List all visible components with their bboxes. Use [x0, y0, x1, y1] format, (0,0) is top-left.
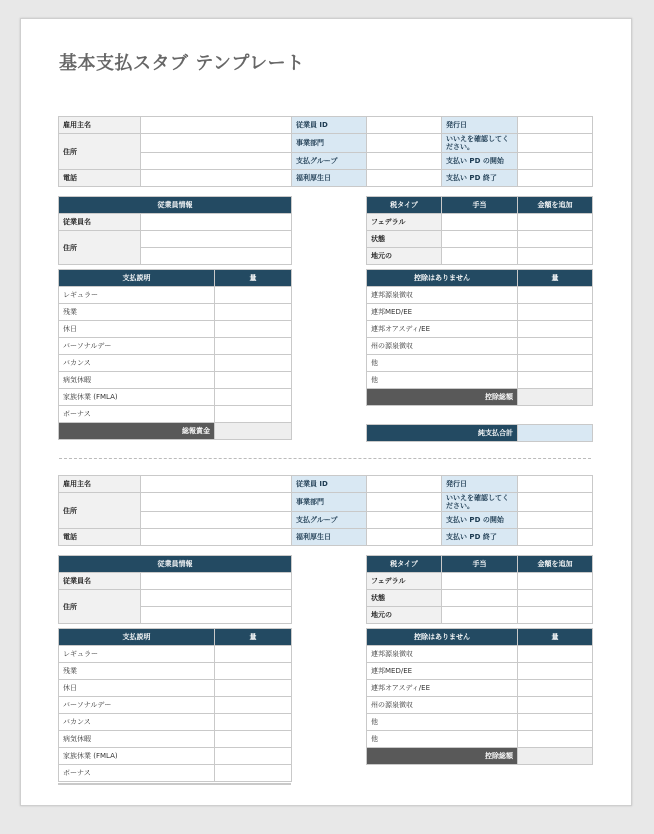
employee-info-header: 従業員情報 — [59, 556, 292, 573]
deduction-row-label: 連邦MED/EE — [367, 663, 518, 680]
deduction-row-label: 他 — [367, 355, 518, 372]
employer-name-label: 雇用主名 — [59, 476, 141, 493]
amount-header: 量 — [215, 270, 292, 287]
stub-1-net-pay-table — [366, 424, 593, 442]
gross-pay-field[interactable] — [215, 423, 292, 440]
employer-name-field[interactable] — [141, 476, 292, 493]
earnings-row-label: 休日 — [59, 321, 215, 338]
deductions-amount-header: 量 — [518, 270, 593, 287]
employer-address-field-2[interactable] — [141, 512, 292, 529]
employee-address-field-2[interactable] — [141, 248, 292, 265]
stub-2-deductions-table — [366, 628, 593, 765]
check-number-label: いいえを確認してください。 — [442, 134, 518, 153]
employer-address-field-2[interactable] — [141, 153, 292, 170]
deductions-header: 控除はありません — [367, 270, 518, 287]
phone-field[interactable] — [141, 170, 292, 187]
deduction-row-label: 連邦オアスディ/EE — [367, 321, 518, 338]
earnings-row-label: 残業 — [59, 304, 215, 321]
pay-period-end-field[interactable] — [518, 529, 593, 546]
stub-divider — [59, 458, 591, 459]
employee-name-field[interactable] — [141, 214, 292, 231]
page-title: 基本支払スタブ テンプレート — [59, 53, 305, 74]
employer-address-field-1[interactable] — [141, 134, 292, 153]
earnings-amount-field[interactable] — [215, 663, 292, 680]
earnings-amount-field[interactable] — [215, 389, 292, 406]
deduction-amount-field[interactable] — [518, 646, 593, 663]
deduction-amount-field[interactable] — [518, 287, 593, 304]
tax-row-federal: フェデラル — [367, 573, 442, 590]
issue-date-label: 発行日 — [442, 117, 518, 134]
employee-name-label: 従業員名 — [59, 214, 141, 231]
tax-row-state: 状態 — [367, 590, 442, 607]
employee-id-field[interactable] — [367, 117, 442, 134]
department-field[interactable] — [367, 493, 442, 512]
department-label: 事業部門 — [292, 493, 367, 512]
stub-1-deductions-table — [366, 269, 593, 406]
tax-cell[interactable] — [518, 231, 593, 248]
earnings-amount-field[interactable] — [215, 372, 292, 389]
earnings-amount-field[interactable] — [215, 731, 292, 748]
check-number-field[interactable] — [518, 493, 593, 512]
deduction-amount-field[interactable] — [518, 338, 593, 355]
stub-1-tax-table — [366, 196, 593, 265]
deduction-row-label: 他 — [367, 372, 518, 389]
tax-cell[interactable] — [442, 248, 518, 265]
pay-group-label: 支払グループ — [292, 512, 367, 529]
deduction-row-label: 他 — [367, 714, 518, 731]
earnings-amount-field[interactable] — [215, 304, 292, 321]
gross-pay-label: 総報賞金 — [59, 423, 215, 440]
pay-description-header: 支払説明 — [59, 270, 215, 287]
issue-date-label: 発行日 — [442, 476, 518, 493]
issue-date-field[interactable] — [518, 476, 593, 493]
earnings-row-label: バーソナルデー — [59, 338, 215, 355]
earnings-row-label: バカンス — [59, 355, 215, 372]
pay-period-start-label: 支払い PD の開始 — [442, 512, 518, 529]
employer-address-field-1[interactable] — [141, 493, 292, 512]
employer-address-label: 住所 — [59, 134, 141, 170]
deduction-row-label: 他 — [367, 731, 518, 748]
tax-cell[interactable] — [442, 214, 518, 231]
earnings-row-label: ボーナス — [59, 406, 215, 423]
employee-info-header: 従業員情報 — [59, 197, 292, 214]
tax-cell[interactable] — [518, 214, 593, 231]
tax-cell[interactable] — [442, 607, 518, 624]
tax-row-local: 地元の — [367, 607, 442, 624]
employee-name-label: 従業員名 — [59, 573, 141, 590]
earnings-amount-field[interactable] — [215, 714, 292, 731]
employee-id-field[interactable] — [367, 476, 442, 493]
phone-label: 電話 — [59, 529, 141, 546]
department-label: 事業部門 — [292, 134, 367, 153]
stub-2-tax-table — [366, 555, 593, 624]
employee-address-label: 住所 — [59, 231, 141, 265]
check-number-field[interactable] — [518, 134, 593, 153]
earnings-amount-field[interactable] — [215, 355, 292, 372]
earnings-amount-field[interactable] — [215, 321, 292, 338]
earnings-amount-field[interactable] — [215, 406, 292, 423]
earnings-row-label: 病気休暇 — [59, 372, 215, 389]
tax-type-header: 税タイプ — [367, 556, 442, 573]
earnings-amount-field[interactable] — [215, 646, 292, 663]
phone-field[interactable] — [141, 529, 292, 546]
additional-amount-header: 金額を追加 — [518, 197, 593, 214]
stub-2-employee-table — [58, 555, 292, 624]
pay-period-end-label: 支払い PD 終了 — [442, 170, 518, 187]
net-pay-label: 純支払合計 — [367, 425, 518, 442]
earnings-row-label: レギュラー — [59, 287, 215, 304]
earnings-row-label: ボーナス — [59, 765, 215, 782]
earnings-row-label: 残業 — [59, 663, 215, 680]
deduction-amount-field[interactable] — [518, 731, 593, 748]
employee-address-label: 住所 — [59, 590, 141, 624]
document-page — [20, 18, 632, 806]
deduction-amount-field[interactable] — [518, 663, 593, 680]
tax-row-local: 地元の — [367, 248, 442, 265]
earnings-amount-field[interactable] — [215, 748, 292, 765]
benefits-date-label: 福利厚生日 — [292, 170, 367, 187]
phone-label: 電話 — [59, 170, 141, 187]
earnings-amount-field[interactable] — [215, 338, 292, 355]
deductions-header: 控除はありません — [367, 629, 518, 646]
deduction-row-label: 州の源泉徴収 — [367, 338, 518, 355]
earnings-row-label: 病気休暇 — [59, 731, 215, 748]
deduction-amount-field[interactable] — [518, 697, 593, 714]
benefits-date-field[interactable] — [367, 170, 442, 187]
tax-cell[interactable] — [442, 590, 518, 607]
deduction-amount-field[interactable] — [518, 321, 593, 338]
deduction-amount-field[interactable] — [518, 355, 593, 372]
tax-cell[interactable] — [518, 607, 593, 624]
tax-row-state: 状態 — [367, 231, 442, 248]
total-deductions-field[interactable] — [518, 748, 593, 765]
employee-address-field-1[interactable] — [141, 231, 292, 248]
deduction-row-label: 州の源泉徴収 — [367, 697, 518, 714]
pay-period-end-label: 支払い PD 終了 — [442, 529, 518, 546]
allowance-header: 手当 — [442, 197, 518, 214]
deduction-amount-field[interactable] — [518, 714, 593, 731]
tax-type-header: 税タイプ — [367, 197, 442, 214]
pay-group-label: 支払グループ — [292, 153, 367, 170]
pay-period-start-field[interactable] — [518, 512, 593, 529]
tax-cell[interactable] — [518, 590, 593, 607]
earnings-amount-field[interactable] — [215, 697, 292, 714]
earnings-row-label: バーソナルデー — [59, 697, 215, 714]
stub-1-earnings-table — [58, 269, 292, 440]
stub-1-employee-table — [58, 196, 292, 265]
employee-address-field-2[interactable] — [141, 607, 292, 624]
tax-cell[interactable] — [518, 573, 593, 590]
employer-name-field[interactable] — [141, 117, 292, 134]
additional-amount-header: 金額を追加 — [518, 556, 593, 573]
pay-period-start-label: 支払い PD の開始 — [442, 153, 518, 170]
tax-row-federal: フェデラル — [367, 214, 442, 231]
employee-id-label: 従業員 ID — [292, 476, 367, 493]
earnings-row-label: バカンス — [59, 714, 215, 731]
deductions-amount-header: 量 — [518, 629, 593, 646]
deduction-row-label: 連邦MED/EE — [367, 304, 518, 321]
pay-period-start-field[interactable] — [518, 153, 593, 170]
earnings-row-label: 家族休業 (FMLA) — [59, 748, 215, 765]
earnings-row-label: レギュラー — [59, 646, 215, 663]
total-deductions-field[interactable] — [518, 389, 593, 406]
total-deductions-label: 控除総額 — [367, 389, 518, 406]
earnings-bottom-rule — [58, 783, 291, 785]
employee-id-label: 従業員 ID — [292, 117, 367, 134]
deduction-amount-field[interactable] — [518, 304, 593, 321]
net-pay-field[interactable] — [518, 425, 593, 442]
stub-1-info-table — [58, 116, 593, 187]
stub-2-earnings-table — [58, 628, 292, 782]
tax-cell[interactable] — [518, 248, 593, 265]
earnings-amount-field[interactable] — [215, 680, 292, 697]
pay-group-field[interactable] — [367, 512, 442, 529]
deduction-amount-field[interactable] — [518, 680, 593, 697]
benefits-date-label: 福利厚生日 — [292, 529, 367, 546]
employee-name-field[interactable] — [141, 573, 292, 590]
earnings-row-label: 休日 — [59, 680, 215, 697]
tax-cell[interactable] — [442, 231, 518, 248]
benefits-date-field[interactable] — [367, 529, 442, 546]
issue-date-field[interactable] — [518, 117, 593, 134]
stub-2-info-table — [58, 475, 593, 546]
deduction-row-label: 連邦源泉徴収 — [367, 646, 518, 663]
pay-description-header: 支払説明 — [59, 629, 215, 646]
employer-address-label: 住所 — [59, 493, 141, 529]
deduction-amount-field[interactable] — [518, 372, 593, 389]
employee-address-field-1[interactable] — [141, 590, 292, 607]
earnings-amount-field[interactable] — [215, 287, 292, 304]
deduction-row-label: 連邦オアスディ/EE — [367, 680, 518, 697]
total-deductions-label: 控除総額 — [367, 748, 518, 765]
amount-header: 量 — [215, 629, 292, 646]
tax-cell[interactable] — [442, 573, 518, 590]
pay-group-field[interactable] — [367, 153, 442, 170]
check-number-label: いいえを確認してください。 — [442, 493, 518, 512]
deduction-row-label: 連邦源泉徴収 — [367, 287, 518, 304]
earnings-row-label: 家族休業 (FMLA) — [59, 389, 215, 406]
pay-period-end-field[interactable] — [518, 170, 593, 187]
earnings-amount-field[interactable] — [215, 765, 292, 782]
allowance-header: 手当 — [442, 556, 518, 573]
employer-name-label: 雇用主名 — [59, 117, 141, 134]
department-field[interactable] — [367, 134, 442, 153]
